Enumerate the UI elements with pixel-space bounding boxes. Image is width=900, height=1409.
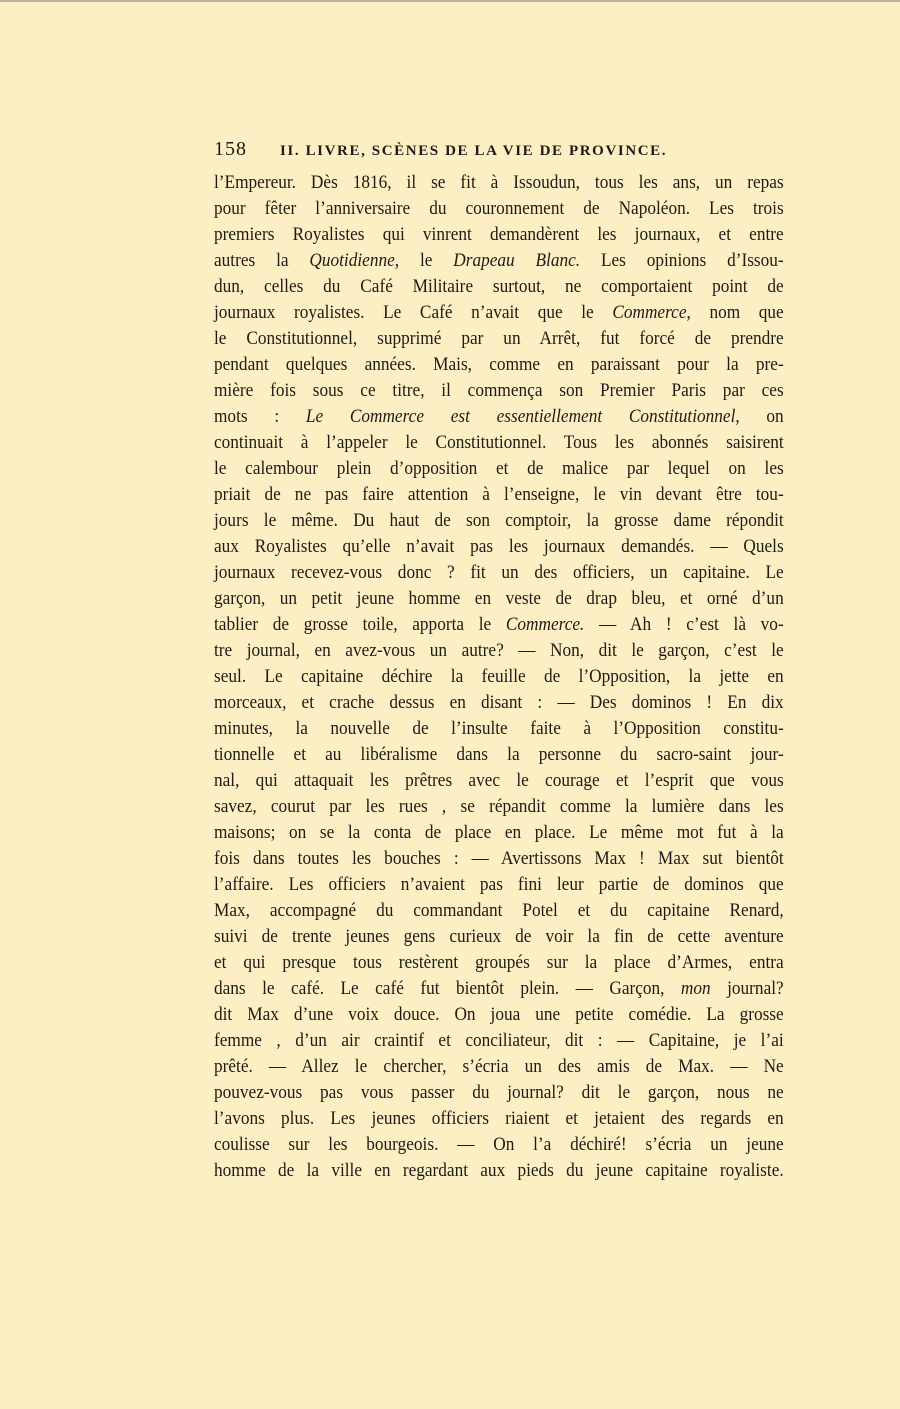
text-run: mots : — [214, 406, 306, 427]
text-run: journal? — [710, 978, 784, 999]
text-run: le calembour plein d’opposition et de malice par lequel on les — [214, 458, 784, 479]
text-line — [214, 534, 784, 560]
text-run: premiers Royalistes qui vinrent demandèrent les journaux, et entre — [214, 224, 784, 245]
text-run: tionnelle et au libéralisme dans la personne du sacro-saint jour- — [214, 744, 784, 765]
text-run: journaux recevez-vous donc ? fit un des officiers, un capitaine. Le — [214, 562, 784, 583]
text-line — [214, 248, 784, 274]
text-line — [214, 196, 784, 222]
text-run: aux Royalistes qu’elle n’avait pas les journaux demandés. — Quels — [214, 536, 784, 557]
text-line — [214, 326, 784, 352]
text-run: , nom que — [686, 302, 784, 323]
text-run: garçon, un petit jeune homme en veste de drap bleu, et orné d’un — [214, 588, 784, 609]
text-run: nal, qui attaquait les prêtres avec le courage et l’esprit que vous — [214, 770, 784, 791]
text-run: tre journal, en avez-vous un autre? — Non, dit le garçon, c’est le — [214, 640, 784, 661]
text-line — [214, 482, 784, 508]
text-run: suivi de trente jeunes gens curieux de voir la fin de cette aventure — [214, 926, 784, 947]
text-line — [214, 1054, 784, 1080]
text-run: — Ah ! c’est là vo- — [584, 614, 784, 635]
book-page — [214, 138, 784, 1184]
text-line — [214, 378, 784, 404]
text-run: continuait à l’appeler le Constitutionnel. Tous les abonnés saisirent — [214, 432, 784, 453]
text-run: savez, courut par les rues , se répandit comme la lumière dans les — [214, 796, 784, 817]
text-run: femme , d’un air craintif et conciliateur, dit : — Capitaine, je l’ai — [214, 1030, 784, 1051]
text-line — [214, 898, 784, 924]
text-run: dit Max d’une voix douce. On joua une petite comédie. La grosse — [214, 1004, 784, 1025]
text-line — [214, 794, 784, 820]
italic-title: Quotidienne, — [309, 250, 400, 271]
text-run: prêté. — Allez le chercher, s’écria un des amis de Max. — Ne — [214, 1056, 784, 1077]
text-run: autres la — [214, 250, 310, 271]
text-run: morceaux, et crache dessus en disant : — Des dominos ! En dix — [214, 692, 784, 713]
text-line — [214, 716, 784, 742]
text-run: l’avons plus. Les jeunes officiers riaient et jetaient des regards en — [214, 1108, 784, 1129]
text-line — [214, 1002, 784, 1028]
text-run: l’Empereur. Dès 1816, il se fit à Issoudun, tous les ans, un repas — [214, 172, 784, 193]
text-line — [214, 1132, 784, 1158]
text-run: minutes, la nouvelle de l’insulte faite à l’Opposition constitu- — [214, 718, 784, 739]
body-text — [214, 170, 784, 1184]
text-run: , on — [735, 406, 784, 427]
italic-title: mon — [680, 978, 711, 999]
text-run: mière fois sous ce titre, il commença son Premier Paris par ces — [214, 380, 784, 401]
text-line — [214, 1158, 784, 1184]
italic-title: Commerce. — [505, 614, 585, 635]
text-line — [214, 976, 784, 1002]
text-line — [214, 950, 784, 976]
text-run: seul. Le capitaine déchire la feuille de l’Opposition, la jette en — [214, 666, 784, 687]
text-run: journaux royalistes. Le Café n’avait que le — [214, 302, 613, 323]
text-run: jours le même. Du haut de son comptoir, la grosse dame répondit — [214, 510, 784, 531]
text-line — [214, 924, 784, 950]
text-line — [214, 664, 784, 690]
text-line — [214, 690, 784, 716]
text-run: dans le café. Le café fut bientôt plein. — Garçon, — [214, 978, 681, 999]
text-line — [214, 1028, 784, 1054]
text-run: fois dans toutes les bouches : — Avertissons Max ! Max sut bientôt — [214, 848, 784, 869]
text-line — [214, 612, 784, 638]
text-line — [214, 456, 784, 482]
text-run: tablier de grosse toile, apporta le — [214, 614, 506, 635]
running-title: II. LIVRE, SCÈNES DE LA VIE DE PROVINCE. — [280, 143, 668, 159]
text-run: coulisse sur les bourgeois. — On l’a déchiré! s’écria un jeune — [214, 1134, 784, 1155]
italic-title: Commerce — [612, 302, 687, 323]
scan-top-edge — [0, 0, 900, 2]
text-line — [214, 404, 784, 430]
text-run: dun, celles du Café Militaire surtout, ne comportaient point de — [214, 276, 784, 297]
running-head — [214, 138, 784, 170]
text-line — [214, 768, 784, 794]
text-line — [214, 1080, 784, 1106]
text-run: Max, accompagné du commandant Potel et du capitaine Renard, — [214, 900, 784, 921]
text-run: priait de ne pas faire attention à l’enseigne, le vin devant être tou- — [214, 484, 784, 505]
text-run: maisons; on se la conta de place en place. Le même mot fut à la — [214, 822, 784, 843]
text-run: pouvez-vous pas vous passer du journal? dit le garçon, nous ne — [214, 1082, 784, 1103]
text-line — [214, 430, 784, 456]
text-line — [214, 508, 784, 534]
text-line — [214, 222, 784, 248]
italic-title: Le Commerce est essentiellement Constitutionnel — [305, 406, 736, 427]
text-run: et qui presque tous restèrent groupés sur la place d’Armes, entra — [214, 952, 784, 973]
text-line — [214, 586, 784, 612]
text-line — [214, 846, 784, 872]
text-line — [214, 274, 784, 300]
text-line — [214, 560, 784, 586]
text-line — [214, 352, 784, 378]
text-line — [214, 170, 784, 196]
text-line — [214, 742, 784, 768]
text-run: pendant quelques années. Mais, comme en paraissant pour la pre- — [214, 354, 784, 375]
text-run: Les opinions d’Issou- — [580, 250, 784, 271]
text-line — [214, 820, 784, 846]
text-line — [214, 638, 784, 664]
text-line — [214, 1106, 784, 1132]
text-line — [214, 300, 784, 326]
page-number: 158 — [214, 138, 247, 160]
text-line — [214, 872, 784, 898]
text-run: pour fêter l’anniversaire du couronnement de Napoléon. Les trois — [214, 198, 784, 219]
text-run: l’affaire. Les officiers n’avaient pas fini leur partie de dominos que — [214, 874, 784, 895]
text-run: le — [399, 250, 454, 271]
italic-title: Drapeau Blanc. — [453, 250, 581, 271]
text-run: homme de la ville en regardant aux pieds du jeune capitaine royaliste. — [214, 1160, 784, 1181]
text-run: le Constitutionnel, supprimé par un Arrêt, fut forcé de prendre — [214, 328, 784, 349]
